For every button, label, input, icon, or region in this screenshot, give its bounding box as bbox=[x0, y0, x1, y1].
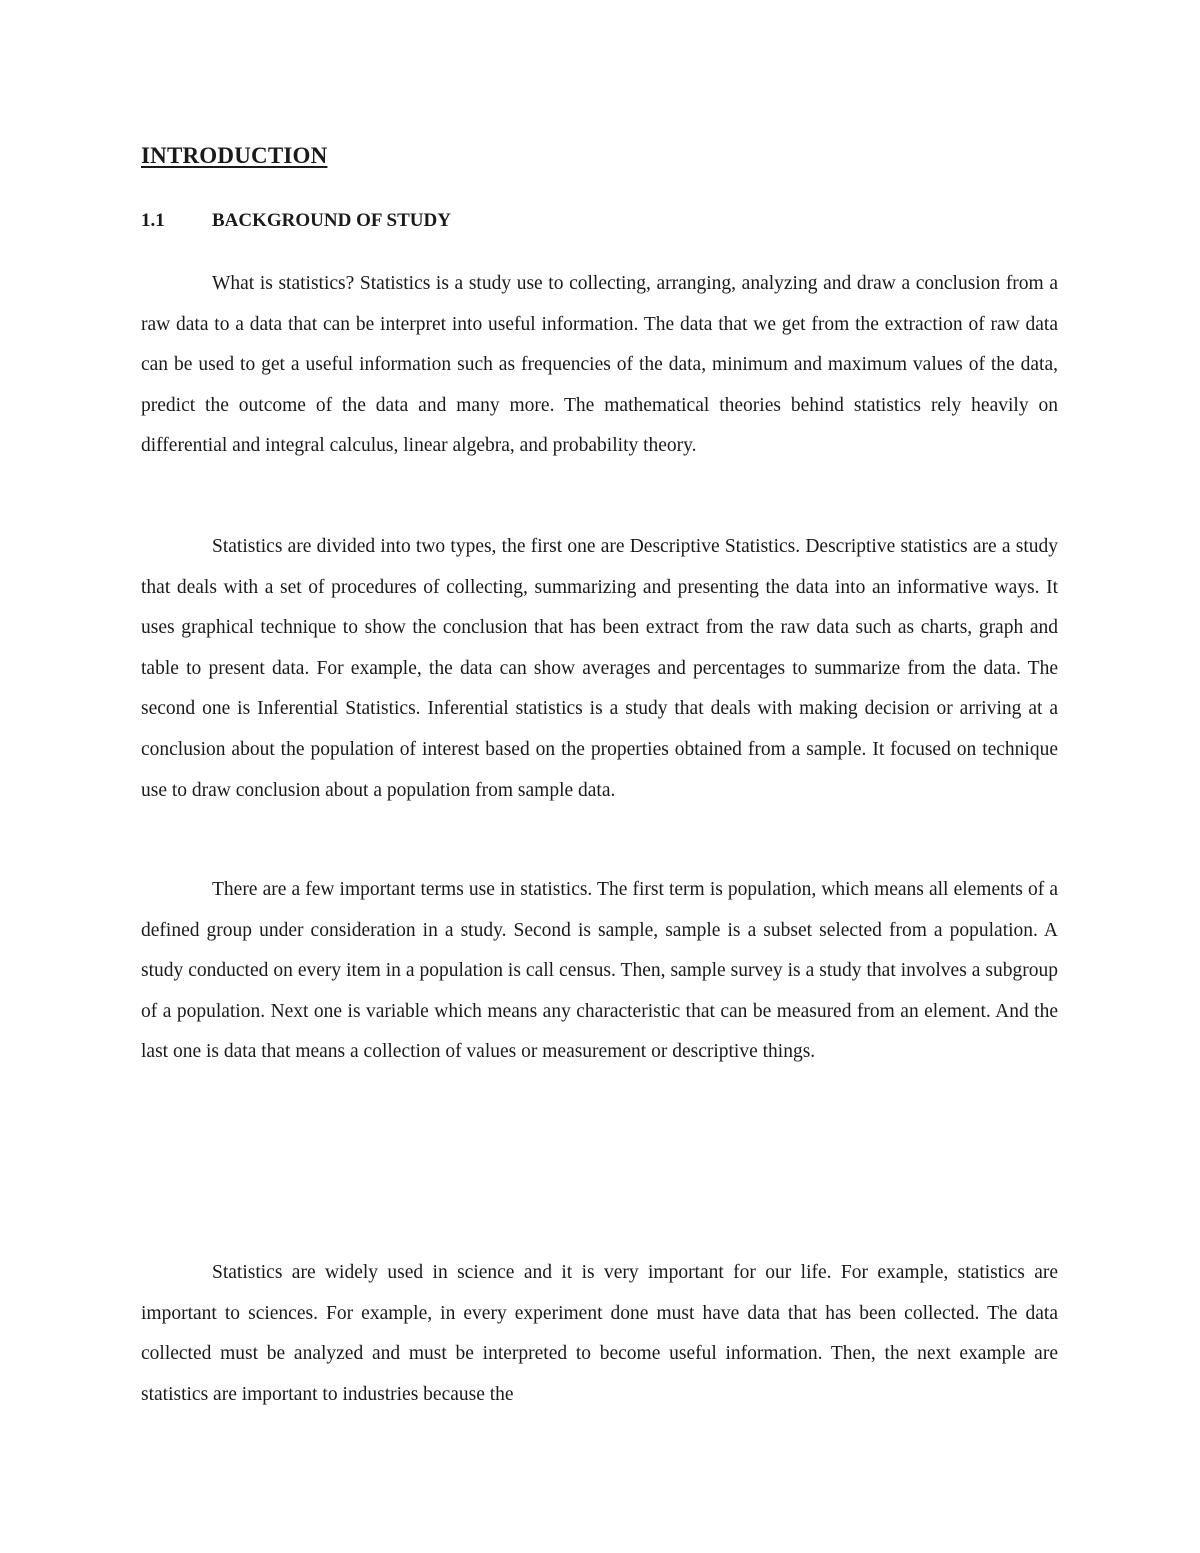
paragraph-important-terms: There are a few important terms use in statistics. The first term is population, which means all elements of a defined group under consideration in a study. Second is sample, sample is a subset selected from a population. A study conducted on every item in a population is call census. Then, sample survey is a study that involves a subgroup of a population. Next one is variable which means any characteristic that can be measured from an element. And the last one is data that means a collection of values or measurement or descriptive things. bbox=[141, 879, 1058, 1063]
section-title: BACKGROUND OF STUDY bbox=[212, 210, 451, 231]
section-number: 1.1 bbox=[141, 210, 165, 231]
document-title: INTRODUCTION bbox=[141, 143, 328, 168]
section-heading bbox=[141, 210, 451, 232]
paragraph-importance-of-statistics: Statistics are widely used in science and it is very important for our life. For example, statistics are important to sciences. For example, in every experiment done must have data that has been collected. The data collected must be analyzed and must be interpreted to become useful information. Then, the next example are statistics are important to industries because the bbox=[141, 1262, 1058, 1405]
paragraph-what-is-statistics: What is statistics? Statistics is a study use to collecting, arranging, analyzing and draw a conclusion from a raw data to a data that can be interpret into useful information. The data that we get from the extraction of raw data can be used to get a useful information such as frequencies of the data, minimum and maximum values of the data, predict the outcome of the data and many more. The mathematical theories behind statistics rely heavily on differential and integral calculus, linear algebra, and probability theory. bbox=[141, 273, 1058, 457]
paragraph-types-of-statistics: Statistics are divided into two types, the first one are Descriptive Statistics. Descriptive statistics are a study that deals with a set of procedures of collecting, summarizing and presenting the data into an informative ways. It uses graphical technique to show the conclusion that has been extract from the raw data such as charts, graph and table to present data. For example, the data can show averages and percentages to summarize from the data. The second one is Inferential Statistics. Inferential statistics is a study that deals with making decision or arriving at a conclusion about the population of interest based on the properties obtained from a sample. It focused on technique use to draw conclusion about a population from sample data. bbox=[141, 536, 1058, 801]
